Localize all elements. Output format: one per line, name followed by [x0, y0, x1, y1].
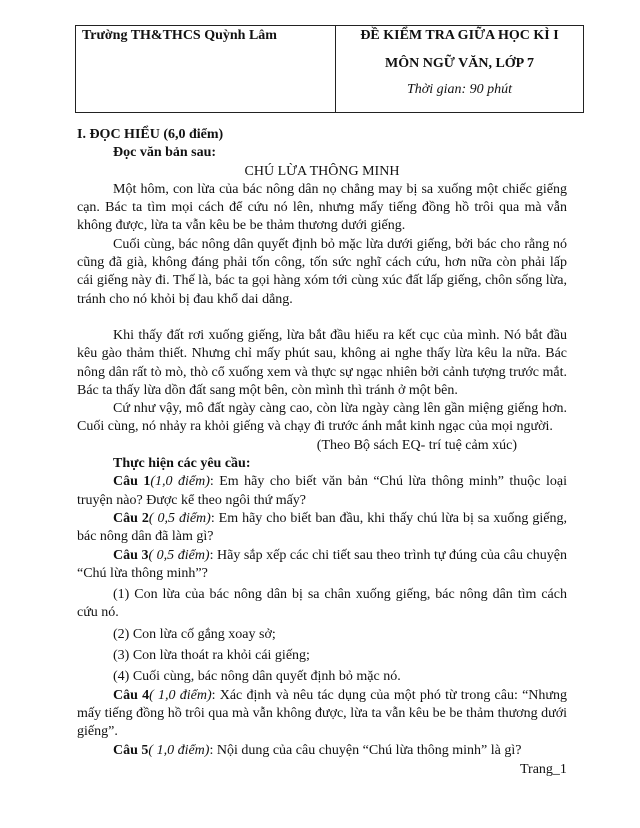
question-text: : Hãy sắp xếp các chi tiết sau theo trình tự đúng của câu chuyện “Chú lừa thông minh”?: [77, 547, 567, 581]
question-3: [77, 547, 567, 584]
question-label: Câu 1: [113, 474, 151, 490]
time-line: Thời gian: 90 phút: [406, 82, 513, 97]
question-text: : Em hãy cho biết văn bản “Chú lừa thông minh” thuộc loại truyện nào? Được kể theo ngôi thứ mấy?: [77, 474, 567, 508]
question-text: : Nội dung của câu chuyện “Chú lừa thông minh” là gì?: [209, 742, 522, 758]
question-label: Câu 4: [113, 687, 150, 703]
story-paragraph: Một hôm, con lừa của bác nông dân nọ chẳng may bị sa xuống một chiếc giếng cạn. Bác ta tìm mọi cách để cứu nó lên, nhưng mấy tiếng đồng hồ trôi qua mà vẫn không được, lừa ta vẫn kêu be be thảm thương dưới giếng.: [77, 181, 567, 234]
section-heading: I. ĐỌC HIỂU (6,0 điểm): [77, 127, 224, 142]
exam-title: ĐỀ KIỂM TRA GIỮA HỌC KÌ I: [360, 28, 559, 43]
question-4: [77, 687, 567, 742]
q3-item: (4) Cuối cùng, bác nông dân quyết định bỏ mặc nó.: [113, 669, 401, 685]
story-paragraph: Cuối cùng, bác nông dân quyết định bỏ mặc lừa dưới giếng, bởi bác cho rằng nó cũng đã già, không đáng phải tốn công, tốn sức nghĩ cách cứu, hơn nữa còn phải lấp cái giếng này đi. Thế là, bác ta gọi hàng xóm tới cùng xúc đất lấp giếng, chôn sống lừa, tránh cho nó khỏi bị đau khổ dai dẳng.: [77, 236, 567, 307]
story-title: CHÚ LỪA THÔNG MINH: [244, 163, 400, 179]
question-label: Câu 2: [113, 510, 149, 526]
tasks-heading: Thực hiện các yêu cầu:: [113, 456, 251, 472]
question-2: [77, 510, 567, 547]
story-source: (Theo Bộ sách EQ- trí tuệ cảm xúc): [316, 437, 517, 453]
question-text: : Em hãy cho biết ban đầu, khi thấy chú lừa bị sa xuống giếng, bác nông dân đã làm gì?: [77, 510, 567, 545]
reading-instruction: Đọc văn bản sau:: [113, 145, 217, 161]
exam-info: [336, 26, 583, 112]
question-label: Câu 3: [113, 547, 149, 563]
story-paragraph: Cứ như vậy, mô đất ngày càng cao, còn lừa ngày càng lên gần miệng giếng hơn. Cuối cùng, nó nhảy ra khỏi giếng và chạy đi trước ánh mắt kinh ngạc của mọi người.: [77, 401, 567, 435]
header-table: [75, 25, 584, 113]
question-points: (1,0 điểm): [150, 474, 210, 490]
question-points: ( 0,5 điểm): [148, 510, 211, 526]
school-name: Trường TH&THCS Quỳnh Lâm: [76, 26, 336, 112]
question-points: ( 1,0 điểm): [149, 687, 212, 703]
question-5: [77, 742, 567, 760]
question-1: [77, 473, 567, 510]
question-label: Câu 5: [113, 742, 149, 758]
question-points: ( 1,0 điểm): [148, 742, 210, 758]
exam-body: [77, 126, 567, 760]
story-paragraph: Khi thấy đất rơi xuống giếng, lừa bắt đầu hiểu ra kết cục của mình. Nó bắt đầu kêu gào thảm thiết. Nhưng chỉ mấy phút sau, không ai nghe thấy lừa kêu la nữa. Bác nông dân rất tò mò, thò cổ xuống xem và thực sự ngạc nhiên bởi cảnh tượng trước mắt. Bác ta thấy lừa dồn đất sang một bên, còn mình thì tránh ở một bên.: [77, 327, 567, 398]
q3-item: (1) Con lừa của bác nông dân bị sa chân xuống giếng, bác nông dân tìm cách cứu nó.: [77, 587, 567, 621]
page-number: Trang_1: [520, 762, 567, 777]
subject-line: MÔN NGỮ VĂN, LỚP 7: [385, 56, 534, 71]
question-text: : Xác định và nêu tác dụng của một phó từ trong câu: “Nhưng mấy tiếng đồng hồ trôi qua mà vẫn không được, lừa ta vẫn kêu be be thảm thương dưới giếng”.: [77, 687, 567, 740]
q3-item: (3) Con lừa thoát ra khỏi cái giếng;: [113, 648, 310, 664]
q3-item: (2) Con lừa cố gắng xoay sở;: [113, 626, 276, 642]
question-points: ( 0,5 điểm): [148, 547, 210, 563]
